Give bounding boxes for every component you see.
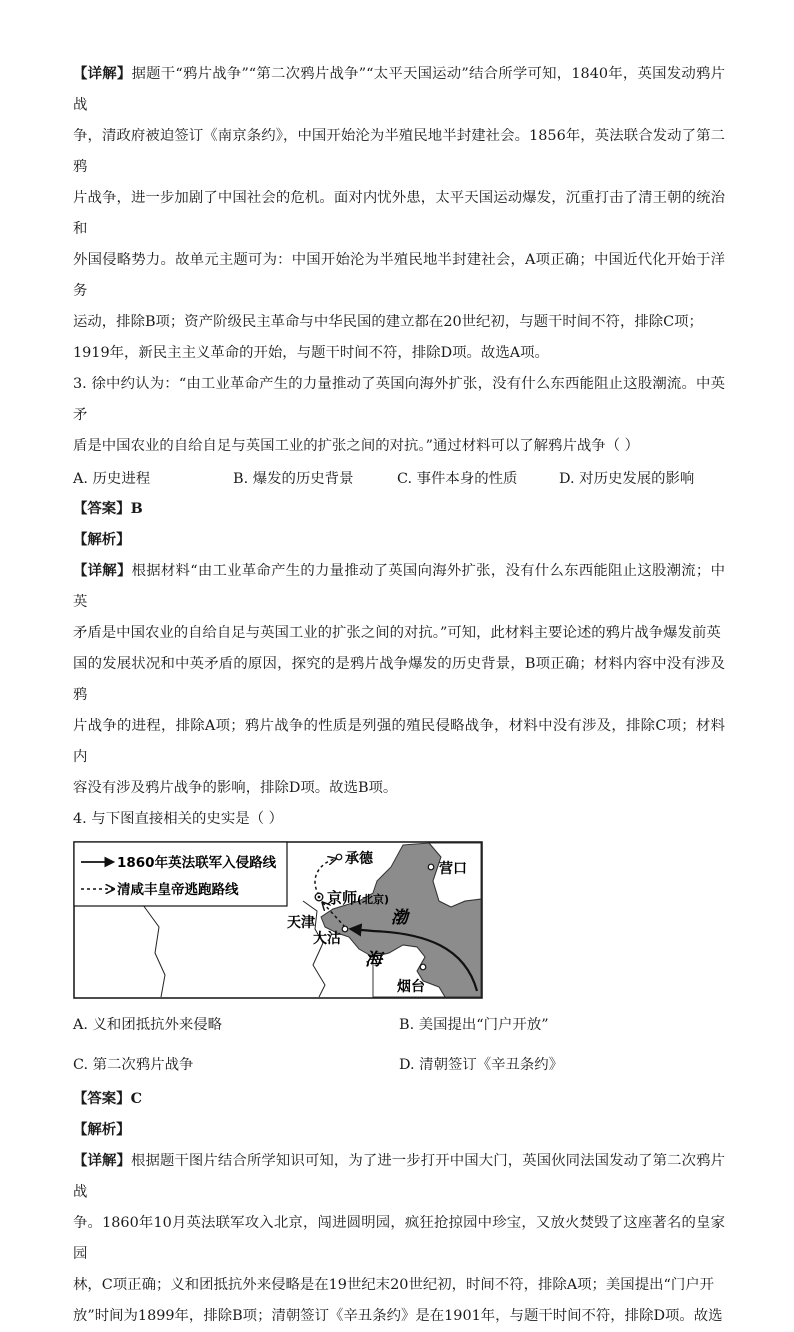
prev-detail-line-6: 1919年，新民主主义革命的开始，与题干时间不符，排除D项。故选A项。 bbox=[73, 345, 549, 361]
q4-stem: 4. 与下图直接相关的史实是（ ） bbox=[73, 811, 283, 827]
q4-option-c: C. 第二次鸦片战争 bbox=[73, 1056, 194, 1073]
q4-detail-line-4: 放”时间为1899年，排除B项；清朝签订《辛丑条约》是在1901年，与题干时间不符，排除D项。故选 bbox=[73, 1308, 723, 1324]
q3-option-d: D. 对历史发展的影响 bbox=[559, 471, 695, 487]
q4-option-d: D. 清朝签订《辛丑条约》 bbox=[399, 1056, 564, 1073]
yingkou-dot bbox=[428, 864, 434, 870]
q3-stem-line-2: 盾是中国农业的自给自足与英国工业的扩张之间的对抗。”通过材料可以了解鸦片战争（ ） bbox=[73, 438, 639, 454]
q4-option-a: A. 义和团抵抗外来侵略 bbox=[73, 1016, 223, 1033]
detail-label: 【详解】 bbox=[73, 65, 132, 82]
detail-label: 【详解】 bbox=[73, 1152, 131, 1169]
tianjin-label: 天津 bbox=[287, 915, 315, 931]
prev-detail-line-3: 片战争，进一步加剧了中国社会的危机。面对内忧外患，太平天国运动爆发，沉重打击了清王朝的统治和 bbox=[73, 190, 725, 237]
q3-option-c: C. 事件本身的性质 bbox=[397, 471, 518, 487]
q4-detail-line-3: 林，C项正确；义和团抵抗外来侵略是在19世纪末20世纪初，时间不符，排除A项；美国提出“门户开 bbox=[73, 1277, 715, 1293]
route-map-svg bbox=[73, 841, 483, 999]
q4-detail-line-2: 争。1860年10月英法联军攻入北京，闯进圆明园，疯狂抢掠园中珍宝，又放火焚毁了这座著名的皇家园 bbox=[73, 1215, 725, 1262]
q4-options-row-1 bbox=[73, 1003, 725, 1043]
q4-answer: 【答案】C bbox=[73, 1090, 143, 1107]
q3-stem-line-1: 3. 徐中约认为：“由工业革命产生的力量推动了英国向海外扩张，没有什么东西能阻止这股潮流。中英矛 bbox=[73, 376, 725, 423]
yantai-label: 烟台 bbox=[397, 979, 425, 995]
dagu-dot bbox=[342, 926, 348, 932]
q4-option-b: B. 美国提出“门户开放” bbox=[399, 1016, 549, 1033]
yantai-dot bbox=[420, 964, 426, 970]
q3-option-b: B. 爆发的历史背景 bbox=[233, 471, 354, 487]
prev-detail-line-4: 外国侵略势力。故单元主题可为：中国开始沦为半殖民地半封建社会，A项正确；中国近代化开始于洋务 bbox=[73, 252, 725, 299]
q3-detail-line-4: 片战争的进程，排除A项；鸦片战争的性质是列强的殖民侵略战争，材料中没有涉及，排除C项；材料内 bbox=[73, 718, 725, 765]
q3-options bbox=[73, 462, 725, 493]
legend-invasion-label: 1860年英法联军入侵路线 bbox=[117, 855, 277, 871]
hai-label: 海 bbox=[365, 950, 382, 970]
q3-detail-line-1: 【详解】根据材料“由工业革命产生的力量推动了英国向海外扩张，没有什么东西能阻止这股潮流；中英 bbox=[73, 562, 725, 610]
q3-detail-line-5: 容没有涉及鸦片战争的影响，排除D项。故选B项。 bbox=[73, 780, 398, 796]
q3-detail-line-2: 矛盾是中国农业的自给自足与英国工业的扩张之间的对抗。”可知，此材料主要论述的鸦片战争爆发前英 bbox=[73, 625, 721, 641]
q4-analysis-label: 【解析】 bbox=[73, 1121, 131, 1138]
jingshi-label: 京师 bbox=[327, 889, 358, 907]
q3-detail-line-3: 国的发展状况和中英矛盾的原因，探究的是鸦片战争爆发的历史背景，B项正确；材料内容中没有涉及鸦 bbox=[73, 656, 725, 703]
document-page bbox=[73, 58, 725, 1332]
dagu-label: 大沽 bbox=[313, 931, 341, 947]
legend-escape-label: 清咸丰皇帝逃跑路线 bbox=[117, 882, 239, 898]
q4-options-row-2 bbox=[73, 1043, 725, 1083]
yingkou-label: 营口 bbox=[439, 861, 467, 877]
detail-label: 【详解】 bbox=[73, 562, 132, 579]
chengde-label: 承德 bbox=[345, 851, 373, 867]
q3-answer: 【答案】B bbox=[73, 500, 143, 517]
prev-detail-line-1: 【详解】据题干“鸦片战争”“第二次鸦片战争”“太平天国运动”结合所学可知，1840年，英国发动鸦片战 bbox=[73, 65, 725, 113]
chengde-dot bbox=[336, 854, 342, 860]
jingshi-dot-center bbox=[318, 896, 321, 899]
beijing-label: (北京) bbox=[357, 893, 390, 906]
route-map bbox=[73, 841, 483, 999]
prev-detail-line-5: 运动，排除B项；资产阶级民主革命与中华民国的建立都在20世纪初，与题干时间不符，排除C项； bbox=[73, 314, 703, 330]
bo-label: 渤 bbox=[391, 908, 408, 928]
q3-option-a: A. 历史进程 bbox=[73, 471, 151, 487]
prev-detail-line-2: 争，清政府被迫签订《南京条约》，中国开始沦为半殖民地半封建社会。1856年，英法联合发动了第二鸦 bbox=[73, 128, 725, 175]
q4-detail-line-1: 【详解】根据题干图片结合所学知识可知，为了进一步打开中国大门，英国伙同法国发动了第二次鸦片战 bbox=[73, 1152, 725, 1200]
q3-analysis-label: 【解析】 bbox=[73, 531, 131, 548]
